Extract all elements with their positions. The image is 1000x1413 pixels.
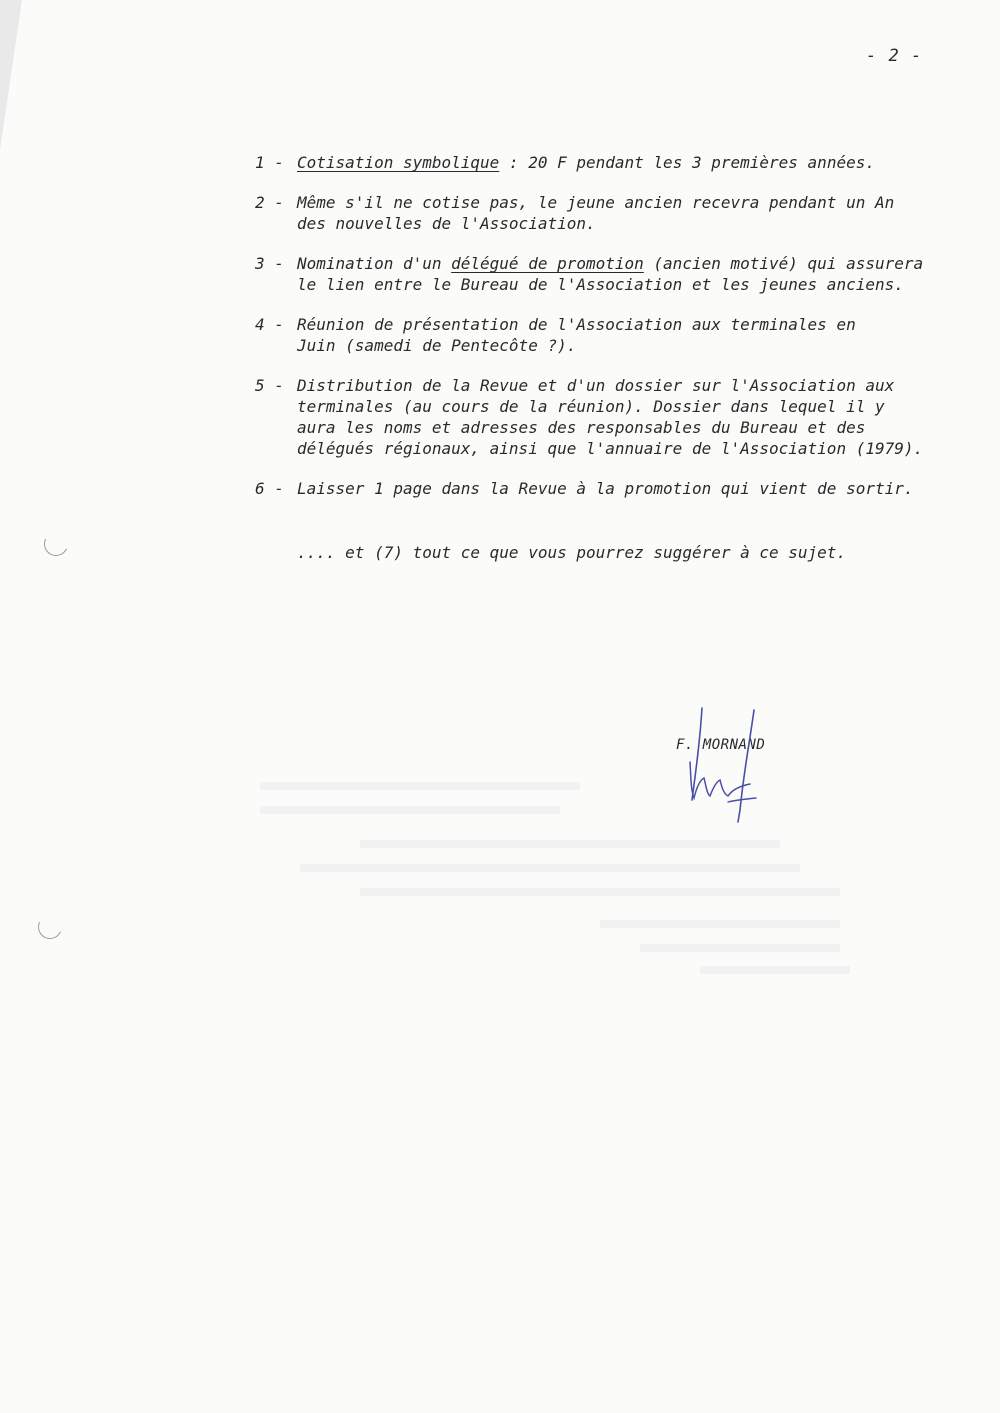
list-item	[255, 314, 955, 356]
item-text: Distribution de la Revue et d'un dossier sur l'Association aux terminales (au cours de la réunion). Dossier dans lequel il y aura les noms et adresses des responsables du Bureau et des délégués régionaux, ainsi que l'annuaire de l'Association (1979).	[297, 376, 924, 458]
list-item	[255, 152, 955, 173]
show-through-line	[600, 920, 840, 928]
show-through-line	[260, 806, 560, 814]
item-number: 5 -	[255, 376, 284, 395]
item-text-rest: (ancien motivé) qui assurera le lien entre le Bureau de l'Association et les jeunes anciens.	[297, 254, 924, 294]
item-number: 4 -	[255, 315, 284, 334]
item-text: Même s'il ne cotise pas, le jeune ancien recevra pendant un An des nouvelles de l'Association.	[297, 193, 895, 233]
handwritten-signature	[680, 700, 770, 825]
suggestion-list	[255, 152, 955, 518]
item-number: 6 -	[255, 479, 284, 498]
underlined-term: Cotisation symbolique	[297, 153, 500, 172]
list-item	[255, 253, 955, 295]
show-through-line	[360, 888, 840, 896]
show-through-line	[300, 864, 800, 872]
item-text: Réunion de présentation de l'Association aux terminales en Juin (samedi de Pentecôte ?).	[297, 315, 856, 355]
show-through-line	[640, 944, 840, 952]
page-number: - 2 -	[866, 46, 923, 66]
item-number: 1 -	[255, 153, 284, 172]
list-item	[255, 192, 955, 234]
punch-hole-mark	[35, 912, 66, 943]
show-through-line	[360, 840, 780, 848]
item-text	[297, 253, 955, 295]
item-number: 2 -	[255, 193, 284, 212]
show-through-line	[260, 782, 580, 790]
item-text: Laisser 1 page dans la Revue à la promotion qui vient de sortir.	[297, 479, 914, 498]
underlined-term: délégué de promotion	[451, 254, 644, 273]
closing-line: .... et (7) tout ce que vous pourrez suggérer à ce sujet.	[297, 543, 847, 562]
item-text-rest: : 20 F pendant les 3 premières années.	[499, 153, 875, 172]
folded-corner	[0, 0, 22, 150]
signatory-name: F. MORNAND	[676, 737, 766, 753]
show-through-line	[700, 966, 850, 974]
list-item	[255, 478, 955, 499]
item-text	[297, 152, 955, 173]
punch-hole-mark	[41, 529, 72, 560]
list-item	[255, 375, 955, 459]
item-number: 3 -	[255, 254, 284, 273]
item-text-before: Nomination d'un	[297, 254, 452, 273]
